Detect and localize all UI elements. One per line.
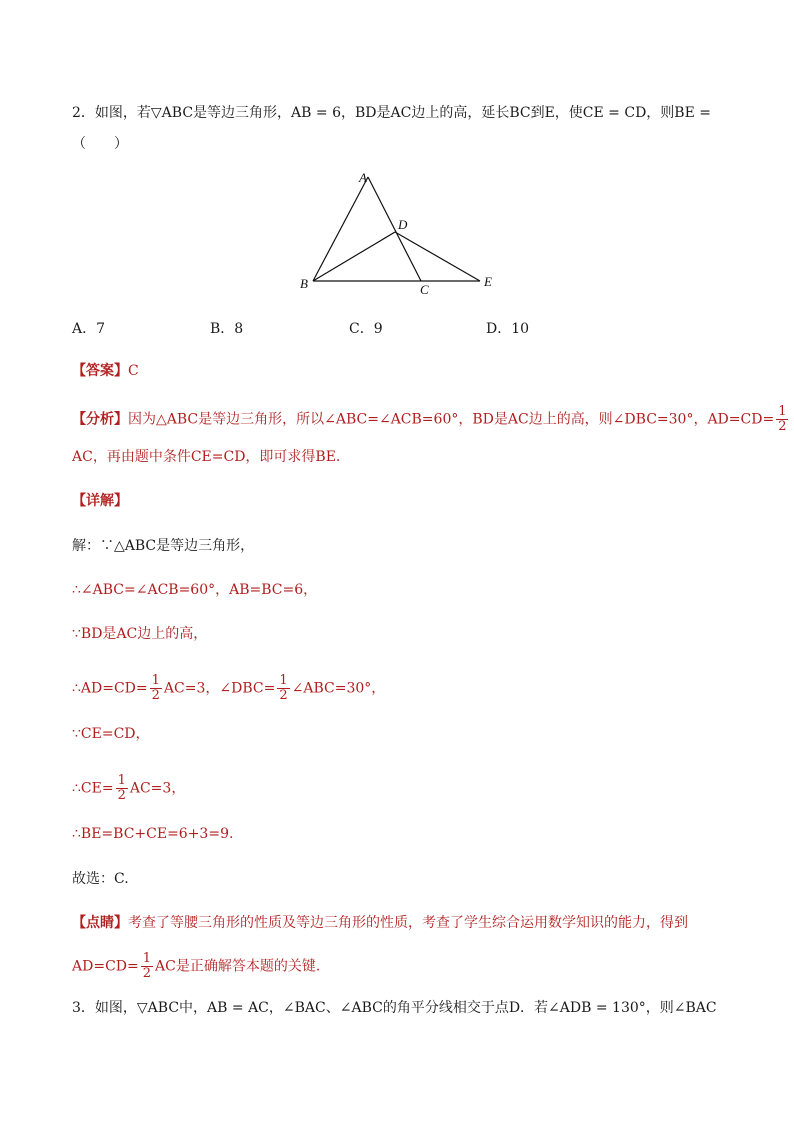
detail-choice: 故选：C. bbox=[72, 871, 129, 887]
label-C: C bbox=[420, 282, 429, 297]
fraction-half: $\frac{1}{2}$ bbox=[151, 673, 160, 703]
detail-step2: ∴∠ABC=∠ACB=60°，AB=BC=6， bbox=[72, 582, 318, 598]
analysis-tag: 【分析】 bbox=[72, 411, 128, 428]
label-D: D bbox=[398, 217, 408, 232]
fraction-half: $\frac{1}{2}$ bbox=[778, 404, 787, 434]
answer-tag: 【答案】 bbox=[72, 363, 128, 379]
answer-value: C bbox=[128, 363, 139, 379]
segment-AB bbox=[313, 177, 368, 281]
q2-stem-line2: （ ） bbox=[72, 136, 128, 152]
comment-line2: AD=CD= $\frac{1}{2}$ AC是正确解答本题的关键. bbox=[72, 951, 321, 981]
segment-AC bbox=[368, 177, 421, 281]
q3-stem: 3．如图，▽ABC中，AB = AC，∠BAC、∠ABC的角平分线相交于点D．若∠ADB = 130°，则∠BAC bbox=[72, 1000, 717, 1016]
option-b: B．8 bbox=[210, 321, 244, 337]
detail-step1: 解：∵△ABC是等边三角形， bbox=[72, 538, 255, 554]
analysis-text1: 因为△ABC是等边三角形，所以∠ABC=∠ACB=60°，BD是AC边上的高，则∠DBC=30°，AD=CD= bbox=[128, 411, 775, 428]
segment-DE bbox=[395, 232, 480, 281]
detail-step4: ∴AD=CD= $\frac{1}{2}$ AC=3，∠DBC= $\frac{1}{2}$ ∠ABC=30°， bbox=[72, 673, 386, 703]
detail-tag: 【详解】 bbox=[72, 493, 128, 509]
label-E: E bbox=[484, 274, 492, 289]
fraction-half: $\frac{1}{2}$ bbox=[279, 673, 288, 703]
answer-line bbox=[72, 361, 139, 381]
q2-stem-line1: 2．如图，若▽ABC是等边三角形，AB = 6，BD是AC边上的高，延长BC到E，使CE = CD，则BE = bbox=[72, 105, 711, 121]
label-A: A bbox=[359, 170, 367, 185]
detail-step7: ∴BE=BC+CE=6+3=9. bbox=[72, 826, 234, 842]
detail-step3: ∵BD是AC边上的高， bbox=[72, 626, 208, 642]
comment-line1: 【点睛】考查了等腰三角形的性质及等边三角形的性质，考查了学生综合运用数学知识的能力，得到 bbox=[72, 915, 688, 931]
fraction-half: $\frac{1}{2}$ bbox=[117, 773, 126, 803]
detail-step5: ∵CE=CD， bbox=[72, 726, 150, 742]
option-d: D．10 bbox=[486, 321, 530, 337]
comment-tag: 【点睛】 bbox=[72, 915, 128, 931]
triangle-figure bbox=[290, 165, 510, 300]
option-a: A．7 bbox=[72, 321, 106, 337]
option-c: C．9 bbox=[349, 321, 383, 337]
analysis-line1 bbox=[72, 405, 790, 434]
fraction-half: $\frac{1}{2}$ bbox=[142, 951, 152, 981]
label-B: B bbox=[300, 276, 308, 291]
analysis-line2: AC，再由题中条件CE=CD，即可求得BE. bbox=[72, 449, 341, 465]
detail-step6: ∴CE= $\frac{1}{2}$ AC=3， bbox=[72, 773, 186, 803]
